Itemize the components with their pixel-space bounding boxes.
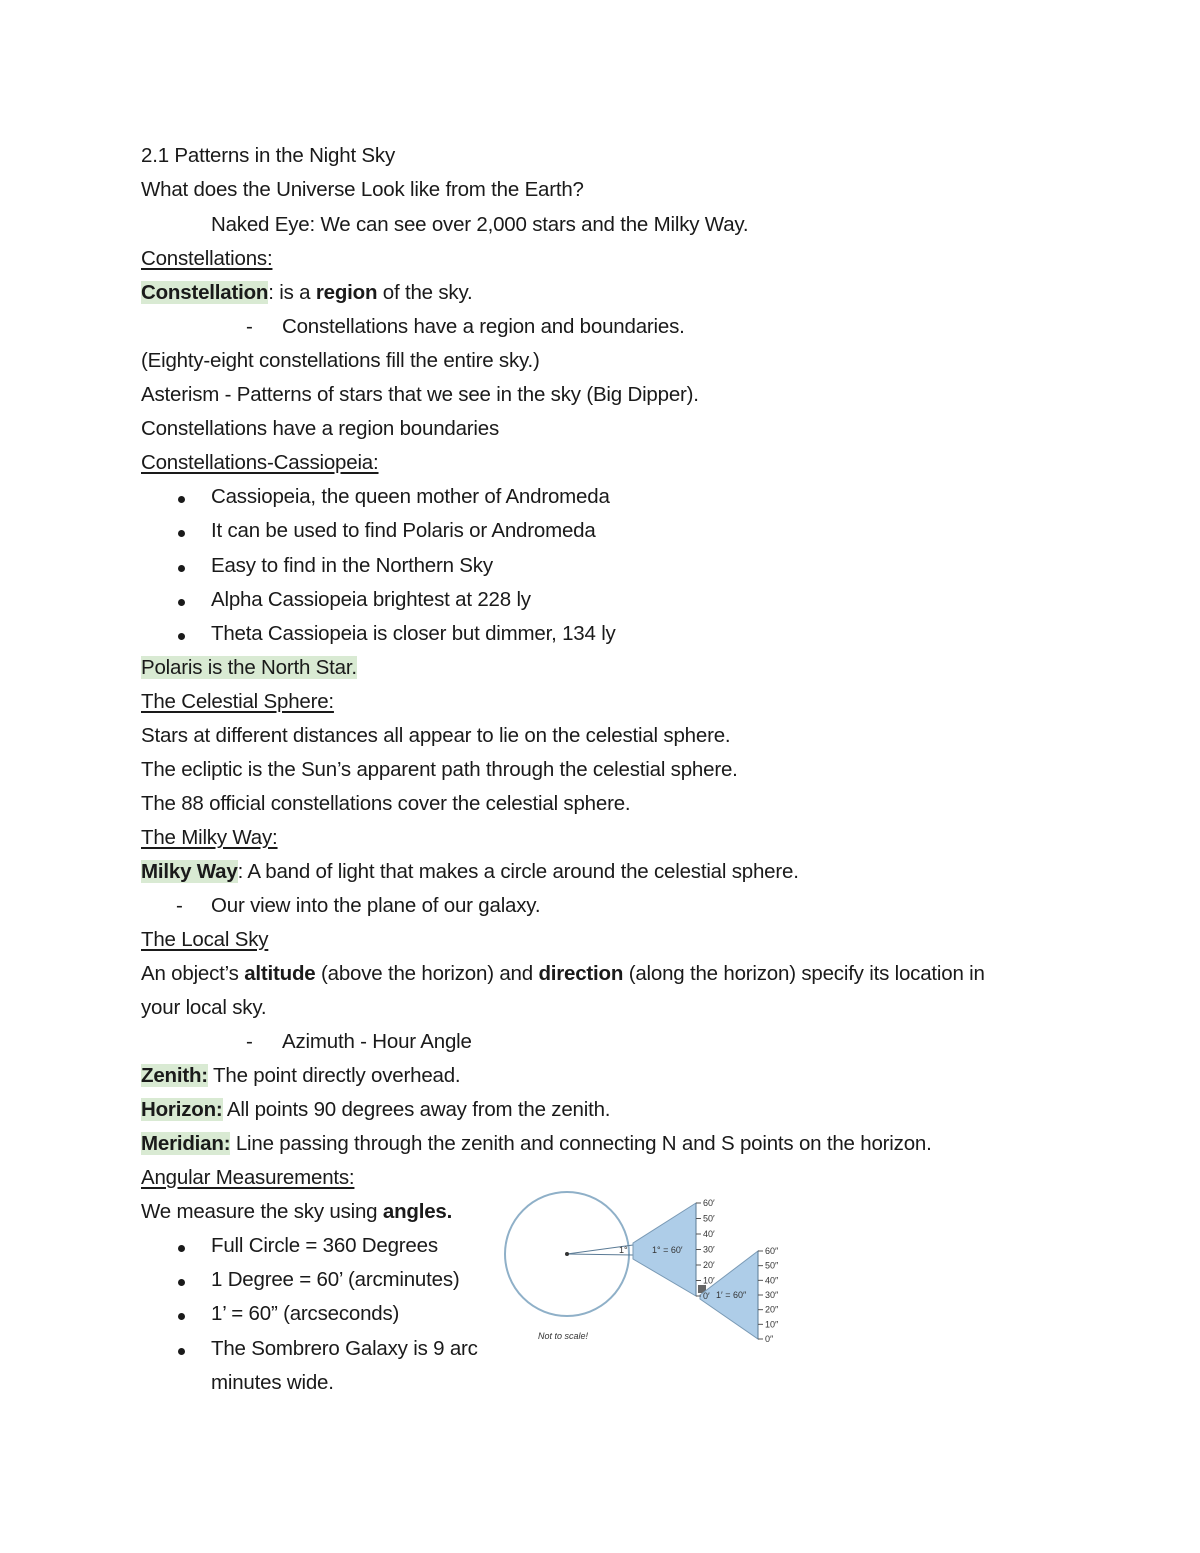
list-item: The Sombrero Galaxy is 9 arc (211, 1337, 478, 1360)
boundaries-line: Constellations have a region boundaries (141, 417, 500, 440)
altitude-bold: altitude (244, 962, 316, 985)
milky-way-sub-item: Our view into the plane of our galaxy. (211, 894, 541, 917)
region-bold: region (315, 281, 378, 304)
angles-bold: angles. (382, 1200, 453, 1223)
zenith-term: Zenith: (141, 1064, 208, 1087)
local-sky-text: (along the horizon) specify its location in (623, 962, 985, 985)
meridian-definition (141, 1127, 932, 1161)
list-item: Theta Cassiopeia is closer but dimmer, 134 ly (211, 622, 616, 645)
milky-way-definition (141, 855, 799, 889)
bullet-icon (178, 633, 185, 640)
local-sky-paragraph-cont: your local sky. (141, 996, 267, 1019)
dash-marker: - (246, 1030, 253, 1053)
figure-caption: Not to scale! (538, 1331, 589, 1341)
bullet-icon (178, 599, 185, 606)
horizon-def: All points 90 degrees away from the zenith. (222, 1098, 611, 1121)
constellation-sub-item: Constellations have a region and boundaries. (282, 315, 685, 338)
milky-way-def: : A band of light that makes a circle around the celestial sphere. (237, 860, 799, 883)
constellation-definition (141, 276, 473, 310)
degree-equation: 1° = 60′ (652, 1245, 683, 1255)
dash-marker: - (176, 894, 183, 917)
bullet-icon (178, 1279, 185, 1286)
arcsecond-ticks (758, 1246, 779, 1344)
horizon-definition (141, 1093, 610, 1127)
angular-intro-text: We measure the sky using (141, 1200, 383, 1223)
bullet-icon (178, 1348, 185, 1355)
milky-way-heading: The Milky Way: (141, 826, 278, 849)
list-item: It can be used to find Polaris or Andromeda (211, 519, 596, 542)
page-title: 2.1 Patterns in the Night Sky (141, 144, 396, 167)
eighty-eight-note: (Eighty-eight constellations fill the entire sky.) (141, 349, 540, 372)
tick-label: 20′ (703, 1260, 715, 1270)
tick-label: 40′ (703, 1229, 715, 1239)
polaris-highlight: Polaris is the North Star. (141, 656, 357, 679)
constellation-term: Constellation (141, 281, 269, 304)
tick-label: 0′ (703, 1291, 710, 1301)
celestial-line: The ecliptic is the Sun’s apparent path through the celestial sphere. (141, 758, 738, 781)
zenith-definition (141, 1059, 460, 1093)
horizon-term: Horizon: (141, 1098, 223, 1121)
intro-question: What does the Universe Look like from the Earth? (141, 178, 584, 201)
list-item-continuation: minutes wide. (211, 1371, 334, 1394)
tick-label: 0″ (765, 1334, 774, 1344)
local-sky-paragraph (141, 957, 985, 991)
tick-label: 10″ (765, 1319, 779, 1330)
constellation-def-suffix: of the sky. (377, 281, 473, 304)
milky-way-term: Milky Way (141, 860, 238, 883)
list-item: Alpha Cassiopeia brightest at 228 ly (211, 588, 531, 611)
tick-label: 50″ (765, 1260, 779, 1271)
celestial-line: Stars at different distances all appear to lie on the celestial sphere. (141, 724, 731, 747)
list-item: Cassiopeia, the queen mother of Andromeda (211, 485, 610, 508)
tick-label: 30″ (765, 1290, 779, 1300)
direction-bold: direction (538, 962, 624, 985)
bullet-icon (178, 1313, 185, 1320)
cassiopeia-heading: Constellations-Cassiopeia: (141, 451, 379, 474)
tick-label: 60″ (765, 1246, 779, 1256)
zenith-def: The point directly overhead. (207, 1064, 461, 1087)
tick-label: 30′ (703, 1244, 715, 1255)
meridian-def: Line passing through the zenith and connecting N and S points on the horizon. (230, 1132, 932, 1155)
polaris-line (141, 651, 357, 685)
angular-intro (141, 1195, 452, 1229)
list-item: 1 Degree = 60’ (arcminutes) (211, 1268, 460, 1291)
tick-label: 50′ (703, 1213, 715, 1224)
list-item: Full Circle = 360 Degrees (211, 1234, 438, 1257)
list-item: 1’ = 60” (arcseconds) (211, 1302, 400, 1325)
naked-eye-line: Naked Eye: We can see over 2,000 stars and the Milky Way. (211, 213, 749, 236)
one-degree-label: 1° (619, 1245, 628, 1255)
asterism-line: Asterism - Patterns of stars that we see in the sky (Big Dipper). (141, 383, 699, 406)
constellation-def-prefix: : is a (268, 281, 316, 304)
constellations-heading: Constellations: (141, 247, 273, 270)
bullet-icon (178, 530, 185, 537)
tick-label: 60′ (703, 1198, 715, 1208)
angular-heading: Angular Measurements: (141, 1166, 355, 1189)
center-point (565, 1252, 569, 1256)
angular-measurement-figure (500, 1185, 820, 1350)
arcminute-equation: 1′ = 60″ (716, 1290, 747, 1300)
local-sky-text: (above the horizon) and (315, 962, 539, 985)
local-sky-text: An object’s (141, 962, 245, 985)
tick-label: 40″ (765, 1275, 779, 1286)
list-item: Easy to find in the Northern Sky (211, 554, 493, 577)
celestial-sphere-heading: The Celestial Sphere: (141, 690, 334, 713)
tick-label: 20″ (765, 1304, 779, 1315)
dash-marker: - (246, 315, 253, 338)
azimuth-sub-item: Azimuth - Hour Angle (282, 1030, 472, 1053)
celestial-line: The 88 official constellations cover the celestial sphere. (141, 792, 631, 815)
meridian-term: Meridian: (141, 1132, 231, 1155)
bullet-icon (178, 496, 185, 503)
bullet-icon (178, 565, 185, 572)
bullet-icon (178, 1245, 185, 1252)
tick-label: 10′ (703, 1275, 715, 1286)
local-sky-heading: The Local Sky (141, 928, 269, 951)
